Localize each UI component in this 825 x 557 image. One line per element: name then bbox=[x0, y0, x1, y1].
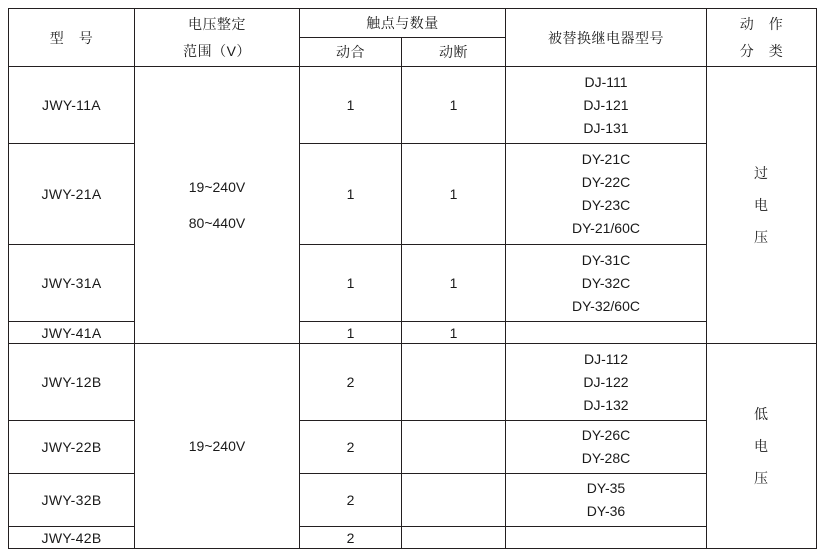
voltage-range-value: 19~240V bbox=[188, 178, 246, 195]
header-action-class bbox=[707, 9, 817, 67]
document-page bbox=[0, 8, 825, 557]
replaced-model-item: DY-36 bbox=[586, 503, 626, 520]
table-row bbox=[9, 474, 817, 527]
cell-model: JWY-12B bbox=[9, 344, 135, 421]
header-contacts-close: 动合 bbox=[300, 38, 402, 67]
action-class-char: 压 bbox=[754, 470, 769, 487]
cell-contacts-close: 2 bbox=[300, 344, 402, 421]
action-class-char: 低 bbox=[754, 405, 769, 422]
cell-model: JWY-22B bbox=[9, 421, 135, 474]
header-voltage-range-line1: 电压整定 bbox=[188, 16, 246, 32]
table-header bbox=[9, 9, 817, 67]
header-contacts-open: 动断 bbox=[402, 38, 506, 67]
header-action-line1: 动 作 bbox=[739, 16, 784, 32]
header-row-1 bbox=[9, 9, 817, 38]
action-class-char: 压 bbox=[754, 229, 769, 246]
header-model: 型 号 bbox=[9, 9, 135, 67]
table-row bbox=[9, 527, 817, 549]
table-row bbox=[9, 421, 817, 474]
header-contacts: 触点与数量 bbox=[300, 9, 506, 38]
replaced-model-item: DJ-111 bbox=[584, 73, 628, 90]
table-row bbox=[9, 67, 817, 144]
header-action-line2: 分 类 bbox=[739, 42, 784, 59]
replaced-model-item: DY-22C bbox=[581, 174, 631, 191]
cell-contacts-close: 2 bbox=[300, 421, 402, 474]
cell-voltage-range bbox=[135, 67, 300, 344]
replaced-model-item: DY-32/60C bbox=[572, 297, 640, 314]
cell-voltage-range bbox=[135, 344, 300, 549]
header-voltage-range-line2: 范围（V） bbox=[183, 42, 251, 59]
replaced-model-item: DY-32C bbox=[581, 274, 631, 291]
cell-model: JWY-21A bbox=[9, 144, 135, 245]
cell-contacts-close: 2 bbox=[300, 474, 402, 527]
table-row bbox=[9, 245, 817, 322]
cell-contacts-close: 1 bbox=[300, 322, 402, 344]
table-row bbox=[9, 322, 817, 344]
relay-spec-table bbox=[8, 8, 817, 549]
replaced-model-item: DJ-112 bbox=[583, 350, 629, 367]
action-class-char: 过 bbox=[754, 164, 769, 181]
replaced-model-item: DJ-132 bbox=[583, 396, 629, 413]
replaced-model-item: DY-23C bbox=[581, 197, 631, 214]
table-row bbox=[9, 144, 817, 245]
cell-contacts-open: 1 bbox=[402, 245, 506, 322]
cell-contacts-close: 1 bbox=[300, 245, 402, 322]
replaced-model-item: DY-21/60C bbox=[572, 220, 640, 237]
cell-contacts-close: 1 bbox=[300, 144, 402, 245]
action-class-char: 电 bbox=[754, 438, 769, 455]
cell-contacts-open: 1 bbox=[402, 144, 506, 245]
replaced-model-item: DY-21C bbox=[581, 151, 631, 168]
replaced-model-item: DY-35 bbox=[586, 480, 626, 497]
replaced-model-item: DY-31C bbox=[581, 251, 631, 268]
header-replaced-model: 被替换继电器型号 bbox=[506, 9, 707, 67]
cell-replaced-models bbox=[506, 144, 707, 245]
cell-replaced-models bbox=[506, 474, 707, 527]
cell-replaced-models bbox=[506, 344, 707, 421]
cell-contacts-open bbox=[402, 421, 506, 474]
cell-action-class bbox=[707, 344, 817, 549]
replaced-model-item: DJ-121 bbox=[583, 96, 629, 113]
cell-contacts-open: 1 bbox=[402, 67, 506, 144]
cell-replaced-models bbox=[506, 245, 707, 322]
cell-contacts-open bbox=[402, 527, 506, 549]
cell-contacts-close: 2 bbox=[300, 527, 402, 549]
cell-model: JWY-11A bbox=[9, 67, 135, 144]
voltage-range-value: 80~440V bbox=[188, 215, 246, 232]
table-row bbox=[9, 344, 817, 421]
cell-action-class bbox=[707, 67, 817, 344]
cell-model: JWY-32B bbox=[9, 474, 135, 527]
cell-contacts-close: 1 bbox=[300, 67, 402, 144]
cell-replaced-models bbox=[506, 421, 707, 474]
replaced-model-item: DJ-122 bbox=[583, 373, 629, 390]
cell-replaced-models bbox=[506, 527, 707, 549]
replaced-model-item: DY-28C bbox=[581, 450, 631, 467]
table-body bbox=[9, 67, 817, 549]
voltage-range-value: 19~240V bbox=[188, 437, 246, 454]
header-voltage-range bbox=[135, 9, 300, 67]
cell-model: JWY-42B bbox=[9, 527, 135, 549]
cell-replaced-models bbox=[506, 67, 707, 144]
cell-model: JWY-41A bbox=[9, 322, 135, 344]
action-class-char: 电 bbox=[754, 197, 769, 214]
cell-contacts-open bbox=[402, 474, 506, 527]
cell-contacts-open bbox=[402, 344, 506, 421]
replaced-model-item: DJ-131 bbox=[583, 119, 629, 136]
replaced-model-item: DY-26C bbox=[581, 427, 631, 444]
cell-model: JWY-31A bbox=[9, 245, 135, 322]
cell-contacts-open: 1 bbox=[402, 322, 506, 344]
cell-replaced-models bbox=[506, 322, 707, 344]
